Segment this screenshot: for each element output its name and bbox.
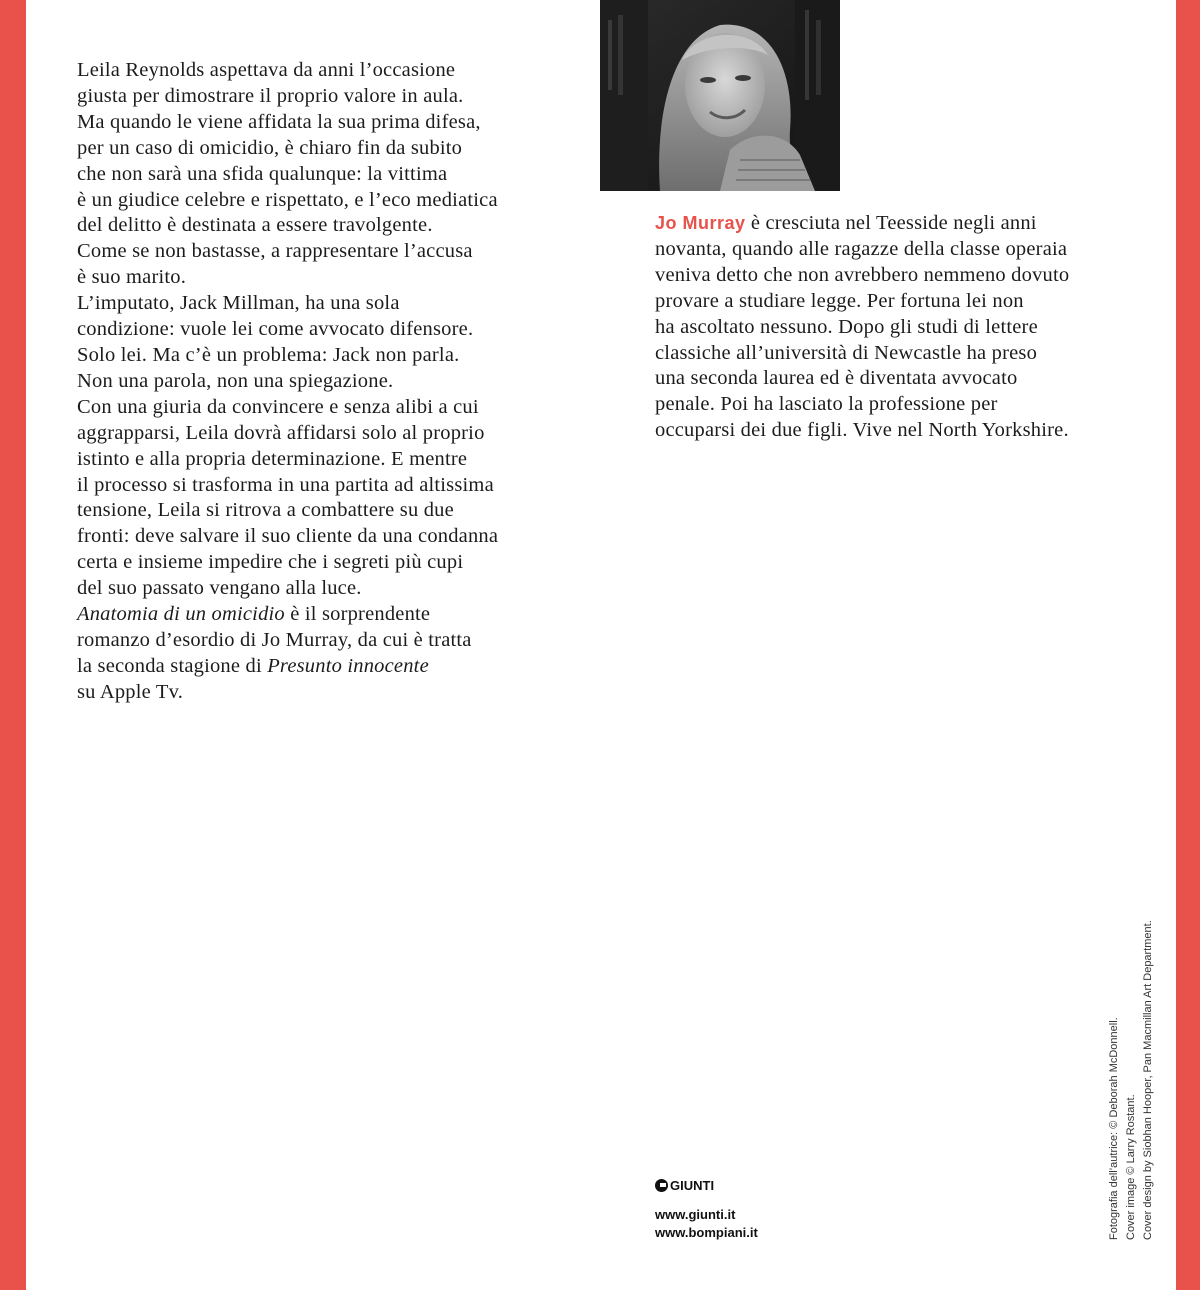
synopsis-line: giusta per dimostrare il proprio valore in aula.	[77, 84, 464, 107]
synopsis-line: Con una giuria da convincere e senza alibi a cui	[77, 395, 479, 418]
author-photo	[600, 0, 840, 191]
publisher-logo	[655, 1178, 714, 1193]
synopsis-closing-line: su Apple Tv.	[77, 680, 184, 703]
synopsis-line: che non sarà una sfida qualunque: la vittima	[77, 162, 448, 185]
website-bompiani[interactable]: www.bompiani.it	[655, 1225, 758, 1240]
series-title: Presunto innocente	[267, 654, 429, 677]
credit-line-cover-image: Cover image © Larry Rostant.	[1125, 1094, 1137, 1240]
author-name: Jo Murray	[655, 213, 746, 233]
closing-text: la seconda stagione di	[77, 654, 268, 677]
synopsis-line: certa e insieme impedire che i segreti più cupi	[77, 551, 464, 574]
synopsis-line: Come se non bastasse, a rappresentare l’accusa	[77, 240, 473, 263]
synopsis-line: tensione, Leila si ritrova a combattere su due	[77, 499, 454, 522]
bio-line: novanta, quando alle ragazze della classe operaia	[655, 237, 1068, 260]
synopsis-line: è un giudice celebre e rispettato, e l’eco mediatica	[77, 188, 498, 211]
synopsis-line: fronti: deve salvare il suo cliente da una condanna	[77, 525, 499, 548]
synopsis-line: Leila Reynolds aspettava da anni l’occasione	[77, 59, 456, 81]
bio-line: ha ascoltato nessuno. Dopo gli studi di lettere	[655, 315, 1038, 338]
synopsis-closing-line: romanzo d’esordio di Jo Murray, da cui è tratta	[77, 628, 472, 651]
image-credits	[1106, 920, 1157, 1240]
synopsis-line: L’imputato, Jack Millman, ha una sola	[77, 292, 400, 315]
book-title: Anatomia di un omicidio	[77, 603, 285, 626]
synopsis-line: condizione: vuole lei come avvocato difensore.	[77, 318, 474, 341]
synopsis-closing-line	[77, 602, 577, 628]
synopsis-line: Ma quando le viene affidata la sua prima difesa,	[77, 110, 481, 133]
synopsis-line: il processo si trasforma in una partita ad altissima	[77, 473, 494, 496]
synopsis-line: Solo lei. Ma c’è un problema: Jack non parla.	[77, 343, 460, 366]
synopsis-closing-line	[77, 654, 577, 680]
bio-line: occuparsi dei due figli. Vive nel North Yorkshire.	[655, 419, 1069, 442]
synopsis-line: istinto e alla propria determinazione. E mentre	[77, 447, 468, 470]
synopsis-line: del delitto è destinata a essere travolgente.	[77, 214, 433, 237]
bio-line	[655, 211, 1125, 237]
credit-line-cover-design: Cover design by Siobhan Hooper, Pan Macmillan Art Department.	[1142, 920, 1154, 1240]
synopsis-line: Non una parola, non una spiegazione.	[77, 369, 394, 392]
bio-line: provare a studiare legge. Per fortuna lei non	[655, 289, 1024, 312]
giunti-logo-icon	[655, 1179, 668, 1192]
bio-line: una seconda laurea ed è diventata avvocato	[655, 367, 1018, 390]
website-giunti[interactable]: www.giunti.it	[655, 1207, 736, 1222]
publisher-name: GIUNTI	[670, 1178, 715, 1193]
synopsis-line: aggrapparsi, Leila dovrà affidarsi solo al proprio	[77, 421, 485, 444]
closing-text: è il sorprendente	[284, 603, 431, 626]
synopsis-text	[77, 58, 577, 706]
bio-line: classiche all’università di Newcastle ha preso	[655, 341, 1038, 364]
bio-text: è cresciuta nel Teesside negli anni	[745, 212, 1037, 234]
bio-line: veniva detto che non avrebbero nemmeno dovuto	[655, 263, 1070, 286]
left-red-border	[0, 0, 26, 1290]
credit-line-photo: Fotografia dell’autrice: © Deborah McDonnell.	[1108, 1017, 1120, 1240]
author-photo-image	[600, 0, 840, 191]
bio-line: penale. Poi ha lasciato la professione per	[655, 393, 998, 416]
right-red-border	[1176, 0, 1200, 1290]
synopsis-line: è suo marito.	[77, 266, 187, 289]
synopsis-line: del suo passato vengano alla luce.	[77, 577, 362, 600]
synopsis-line: per un caso di omicidio, è chiaro fin da subito	[77, 136, 463, 159]
author-bio	[655, 211, 1125, 444]
publisher-websites	[655, 1206, 758, 1242]
